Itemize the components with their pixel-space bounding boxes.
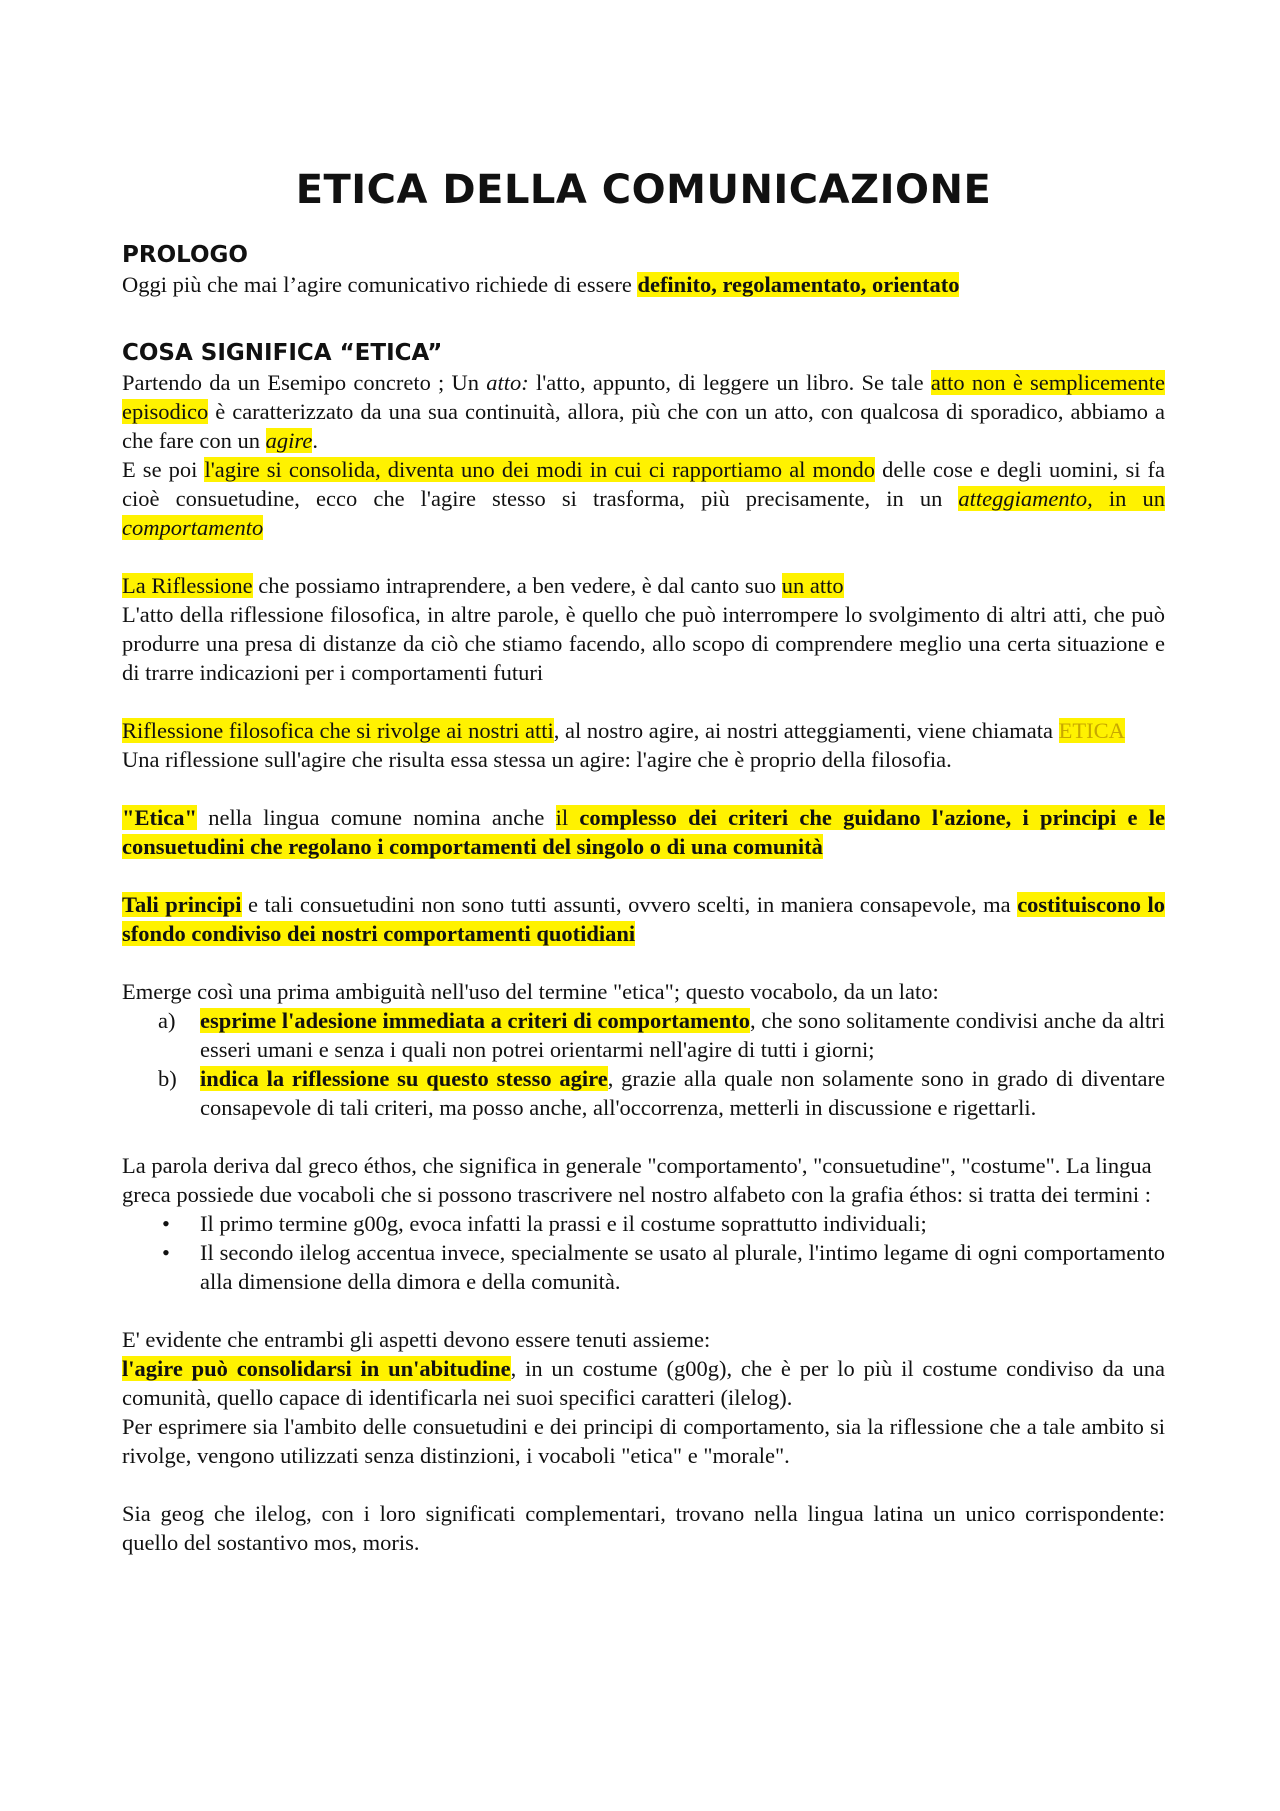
p4-highlight-etica: ETICA — [1058, 718, 1125, 743]
p2-text-3: in un — [1092, 486, 1165, 511]
p1-text-5: . — [312, 428, 318, 453]
p1-italic-atto: atto: — [486, 370, 529, 395]
paragraph-2 — [122, 455, 1165, 542]
list-item-bold: indica la riflessione su questo stesso agire — [200, 1066, 608, 1091]
p1-text-3: l'atto, appunto, di leggere un libro. Se tale — [528, 370, 931, 395]
bullet-icon: • — [162, 1211, 170, 1236]
p2-text-1: E se poi — [122, 457, 205, 482]
p1-text-1: Partendo da un Esemipo concreto ; Un — [122, 370, 487, 395]
bullet-icon: • — [162, 1240, 170, 1265]
prologo-heading: PROLOGO — [122, 242, 248, 268]
document-title: ETICA DELLA COMUNICAZIONE — [295, 167, 992, 213]
paragraph-3-line-1 — [122, 571, 1165, 600]
prologo-paragraph — [122, 270, 1165, 299]
paragraph-8: La parola deriva dal greco éthos, che significa in generale "comportamento', "consuetudine", "costume". La lingua greca possiede due vocaboli che si possono trascrivere nel nostro alfabeto con la grafia éthos: si tratta dei termini : — [122, 1153, 1152, 1207]
paragraph-1 — [122, 368, 1165, 455]
p1-highlight-1: atto non è semplicemente episodico — [122, 370, 1165, 424]
paragraph-9-tail: Per esprimere sia l'ambito delle consuetudini e dei principi di comportamento, sia la riflessione che a tale ambito si rivolge, vengono utilizzati senza distinzioni, i vocaboli "etica" e "morale". — [122, 1414, 1165, 1468]
p6-text-1: e tali consuetudini non sono tutti assunti, ovvero scelti, in maniera consapevole, ma — [241, 892, 1018, 917]
p3-text-1: che possiamo intraprendere, a ben vedere, è dal canto suo — [252, 573, 782, 598]
list-marker: b) — [158, 1066, 177, 1091]
p4-highlight-1: Riflessione filosofica che si rivolge ai nostri atti — [122, 718, 554, 743]
p1-highlight-agire: agire — [265, 428, 313, 453]
paragraph-4-line-1 — [122, 716, 1165, 745]
list-item-text: , grazie alla quale non solamente sono in grado di diventare consapevole di tali criteri, ma posso anche, all'occorrenza, metterli in discussione e rigettarli. — [200, 1066, 1165, 1120]
p6-highlight-sfondo: costituiscono lo sfondo condiviso dei nostri comportamenti quotidiani — [122, 892, 1165, 946]
p5-highlight-criteri: complesso dei criteri che guidano l'azione, i principi e le consuetudini che regolano i comportamenti del singolo o di una comunità — [122, 805, 1165, 859]
p1-text-4: è caratterizzato da una sua continuità, allora, più che con un atto, con qualcosa di sporadico, abbiamo a che fare con un — [122, 399, 1165, 453]
bullet-list — [122, 1209, 1165, 1296]
p9-text-2: , in un costume (g00g), che è per lo più il costume condiviso da una comunità, quello capace di identificarla nei suoi specifici caratteri (ilelog). — [122, 1356, 1165, 1410]
document-page — [122, 150, 1165, 1557]
paragraph-6 — [122, 890, 1165, 948]
section-heading: COSA SIGNIFICA “ETICA” — [122, 340, 443, 366]
paragraph-9-line-1: E' evidente che entrambi gli aspetti devono essere tenuti assieme: — [122, 1327, 711, 1352]
list-item — [122, 1006, 1165, 1064]
p9-highlight-abitudine: l'agire può consolidarsi in un'abitudine — [122, 1356, 511, 1381]
p2-highlight-1: l'agire si consolida, diventa uno dei modi in cui ci rapportiamo al mondo — [204, 457, 875, 482]
list-item-text: , che sono solitamente condivisi anche da altri esseri umani e senza i quali non potrei orientarmi nell'agire di tutti i giorni; — [200, 1008, 1165, 1062]
paragraph-5 — [122, 803, 1165, 861]
bullet-text: Il secondo ilelog accentua invece, specialmente se usato al plurale, l'intimo legame di ogni comportamento alla dimensione della dimora e della comunità. — [200, 1240, 1165, 1294]
paragraph-7-intro: Emerge così una prima ambiguità nell'uso del termine "etica"; questo vocabolo, da un lato: — [122, 979, 939, 1004]
paragraph-9-body — [122, 1354, 1165, 1412]
paragraph-3-body: L'atto della riflessione filosofica, in altre parole, è quello che può interrompere lo svolgimento di altri atti, che può produrre una presa di distanze da ciò che stiamo facendo, allo scopo di comprendere meglio una certa situazione e di trarre indicazioni per i comportamenti futuri — [122, 602, 1165, 685]
p2-highlight-atteggiamento: atteggiamento, — [958, 486, 1093, 511]
p5-text-1: nella lingua comune nomina anche — [196, 805, 556, 830]
bullet-text: Il primo termine g00g, evoca infatti la prassi e il costume soprattutto individuali; — [200, 1211, 927, 1236]
paragraph-4-body: Una riflessione sull'agire che risulta essa stessa un agire: l'agire che è proprio della filosofia. — [122, 747, 952, 772]
list-item-bold: esprime l'adesione immediata a criteri di comportamento — [200, 1008, 750, 1033]
p3-highlight-atto: un atto — [781, 573, 844, 598]
prologo-highlight: definito, regolamentato, orientato — [637, 272, 960, 297]
bullet-item — [122, 1209, 1165, 1238]
p4-text-1: , al nostro agire, ai nostri atteggiamenti, viene chiamata — [553, 718, 1059, 743]
alpha-list — [122, 1006, 1165, 1122]
paragraph-10: Sia geog che ilelog, con i loro significati complementari, trovano nella lingua latina un unico corrispondente: quello del sostantivo mos, moris. — [122, 1501, 1165, 1555]
p2-highlight-comportamento: comportamento — [122, 515, 264, 540]
list-marker: a) — [158, 1008, 176, 1033]
prologo-text: Oggi più che mai l’agire comunicativo richiede di essere — [122, 272, 638, 297]
bullet-item — [122, 1238, 1165, 1296]
p5-highlight-etica: "Etica" — [122, 805, 197, 830]
p2-text-2: delle cose e degli uomini, si fa cioè consuetudine, ecco che l'agire stesso si trasforma, più precisamente, in un — [122, 457, 1165, 511]
p5-text-2: il — [555, 805, 580, 830]
p3-highlight-riflessione: La Riflessione — [122, 573, 253, 598]
list-item — [122, 1064, 1165, 1122]
p6-highlight-principi: Tali principi — [122, 892, 242, 917]
